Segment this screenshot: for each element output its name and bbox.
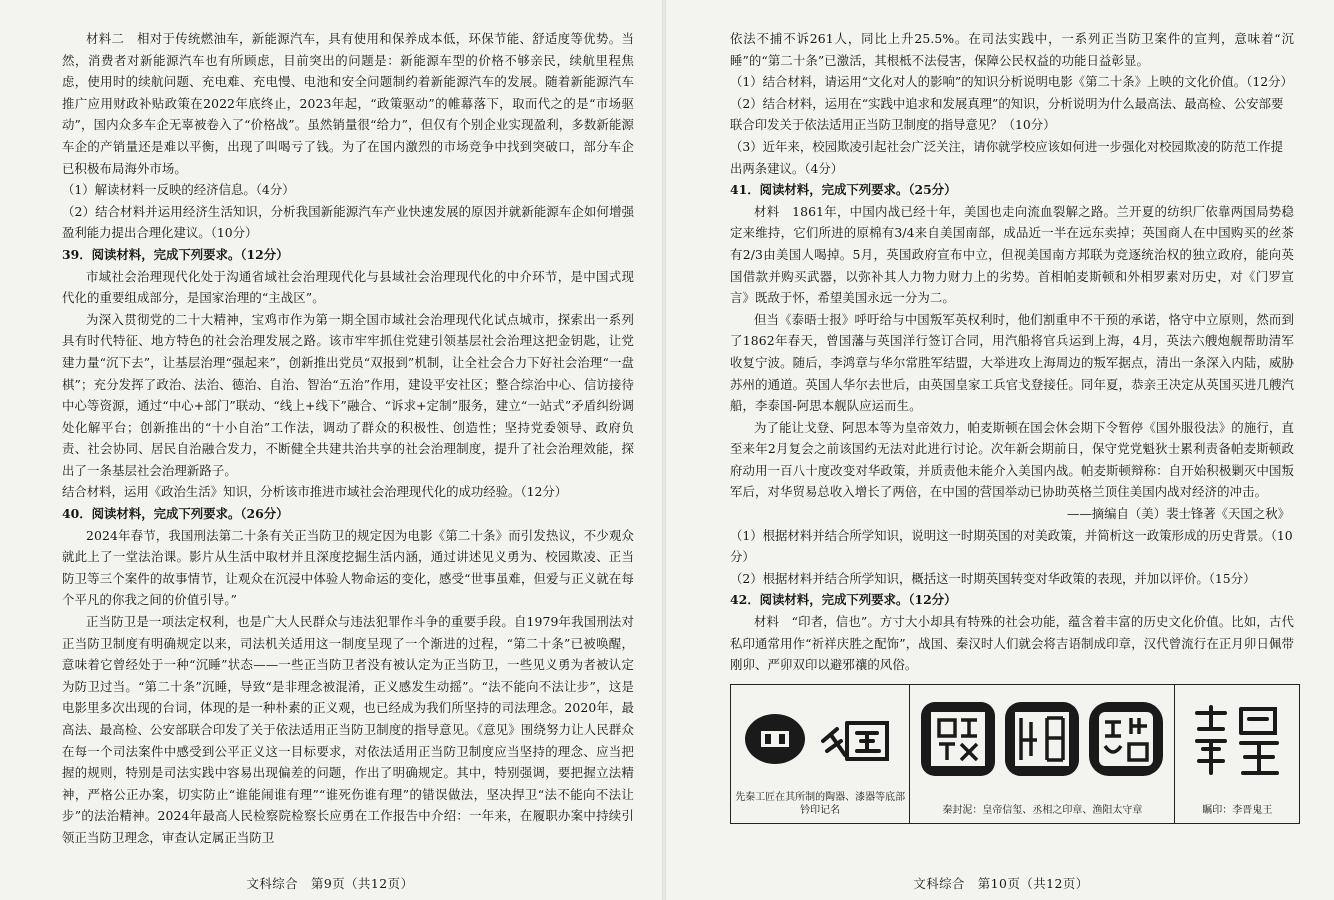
caption-pre-qin: 先秦工匠在其所制的陶器、漆器等底部钤印记名 bbox=[735, 791, 906, 816]
q41-source: ——摘编自（美）裴士锋著《天国之秋》 bbox=[1066, 506, 1290, 522]
seal-image-emperor bbox=[919, 700, 997, 778]
q42-paragraph: 材料 “印者，信也”。方寸大小却具有特殊的社会功能，蕴含着丰富的历史文化价值。比如，古代私印通常用作“祈祥庆胜之配饰”，战国、秦汉时人们就会将吉语制成印章，汉代曾流行在正月卯日佩带刚卯、严卯双印以避邪禳的风俗。 bbox=[730, 614, 1294, 673]
q41-sub2: （2）根据材料并结合所学知识，概括这一时期英国转变对华政策的表现，并加以评价。（15分） bbox=[730, 570, 1256, 586]
q42-heading: 42．阅读材料，完成下列要求。（12分） bbox=[730, 592, 957, 608]
seal-figure-panel bbox=[730, 684, 1300, 824]
q38-sub2: （2）结合材料并运用经济生活知识，分析我国新能源汽车产业快速发展的原因并就新能源车企如何增强盈利能力提出合理化建议。（10分） bbox=[62, 203, 634, 241]
q39-task: 结合材料，运用《政治生活》知识，分析该市推进市域社会治理现代化的成功经验。（12分） bbox=[62, 484, 568, 500]
footer-page-10: 文科综合 第10页（共12页） bbox=[913, 876, 1089, 891]
seal-image-chancellor bbox=[1003, 700, 1081, 778]
q39-paragraph-2: 为深入贯彻党的二十大精神，宝鸡市作为第一期全国市域社会治理现代化试点城市，探索出一系列具有时代特征、地方特色的社会治理发展之路。该市牢牢抓住党建引领基层社会治理这把金钥匙，让党建力量“沉下去”，让基层治理“强起来”，创新推出党员“双报到”机制，让全社会合力下好社会治理“一盘棋”；充分发挥了政治、法治、德治、自治、智治“五治”作用，建设平安社区；整合综治中心、信访接待中心等资源，通过“中心+部门”联动、“线上+线下”融合、“诉求+定制”服务，建立“一站式”矛盾纠纷调处化解平台；创新推出的“十小自治”工作法，调动了群众的积极性、创造性；坚持党委领导、政府负责、社会协同、居民自治融合发力，不断健全共建共治共享的社会治理制度，提升了社会治理效能，探出了一条基层社会治理新路子。 bbox=[62, 311, 634, 478]
q38-sub1: （1）解读材料一反映的经济信息。（4分） bbox=[62, 182, 295, 198]
q41-paragraph-3: 为了能让戈登、阿思本等为皇帝效力，帕麦斯顿在国会休会期下令暂停《国外服役法》的施行，直至来年2月复会之前该国约无法对此进行讨论。次年新会期前日，保守党党魁狄士累利责备帕麦斯顿政府动用一百八十度改变对华政策，并质责他未能介入美国内战。帕麦斯顿辩称：自开始积极剿灭中国叛军后，对华贸易总收入增长了两倍，在中国的营国举动已协助英格兰顶住美国内战对经济的冲击。 bbox=[730, 419, 1294, 500]
book-spine bbox=[662, 0, 666, 900]
seal-image-script bbox=[817, 711, 897, 767]
q41-heading: 41．阅读材料，完成下列要求。（25分） bbox=[730, 182, 957, 198]
q41-sub1: （1）根据材料并结合所学知识，说明这一时期英国的对美政策，并简析这一政策形成的历史背景。（10分） bbox=[730, 527, 1293, 565]
seal-image-yuyang bbox=[1087, 700, 1165, 778]
q40-sub1: （1）结合材料，请运用“文化对人的影响”的知识分析说明电影《第二十条》上映的文化价值。（12分） bbox=[730, 74, 1293, 90]
q40-sub2: （2）结合材料，运用在“实践中追求和发展真理”的知识，分析说明为什么最高法、最高检、公安部要联合印发关于依法适用正当防卫制度的指导意见？（10分） bbox=[730, 95, 1284, 133]
seal-image-wish bbox=[1189, 699, 1285, 779]
q40-continuation: 依法不捕不诉261人，同比上升25.5%。在司法实践中，一系列正当防卫案件的宣判，意味着“沉睡”的“第二十条”已激活，其根柢不法侵害，保障公民权益的功能日益彰显。 bbox=[730, 31, 1294, 68]
q40-paragraph-1: 2024年春节，我国刑法第二十条有关正当防卫的规定因为电影《第二十条》而引发热议，不少观众就此上了一堂法治课。影片从生活中取材并且深度挖掘生活内涵，通过讲述见义勇为、校园欺凌、正当防卫等三个案件的故事情节，让观众在沉浸中体验人物命运的变化，感受“世事虽难，但爱与正义就在每个平凡的你我之间的价值引导。” bbox=[62, 527, 634, 608]
q40-paragraph-2: 正当防卫是一项法定权利，也是广大人民群众与违法犯罪作斗争的重要手段。自1979年我国刑法对正当防卫制度有明确规定以来，司法机关适用这一制度呈现了一个渐进的过程，“第二十条”已被唤醒，意味着它曾经处于一种“沉睡”状态——一些正当防卫者没有被认定为正当防卫，一些见义勇为者被认定为防卫过当。“第二十条”沉睡，导致“是非理念被混淆，正义感发生动摇”。“法不能向不法让步”，这是电影里多次出现的台词，体现的是一种朴素的正义观，也已经成为我们所坚持的司法理念。2020年，最高法、最高检、公安部联合印发了关于依法适用正当防卫制度的指导意见。《意见》围绕努力让人民群众在每一个司法案件中感受到公平正义这一目标要求，对依法适用正当防卫制度应当坚持的理念、应当把握的规则，特别是司法实践中容易出现偏差的问题，作出了明确规定。其中，特别强调，要把握立法精神，严格公正办案，切实防止“谁能闹谁有理”“谁死伤谁有理”的错误做法，坚决捍卫“法不能向不法让步”的法治精神。2024年最高人民检察院检察长应勇在工作报告中介绍：一年来，在履职办案中持续引领正当防卫理念，审查认定属正当防卫 bbox=[62, 614, 634, 845]
q39-paragraph-1: 市域社会治理现代化处于沟通省域社会治理现代化与县域社会治理现代化的中介环节，是中国式现代化的重要组成部分，是国家治理的“主战区”。 bbox=[62, 268, 634, 306]
q39-heading: 39．阅读材料，完成下列要求。（12分） bbox=[62, 246, 289, 262]
material-two-text: 材料二 相对于传统燃油车，新能源汽车，具有使用和保养成本低，环保节能、舒适度等优势。当然，消费者对新能源汽车也有所顾虑，目前突出的问题是：新能源车型的价格不够亲民，续航里程焦虑，使用时的续航问题、充电难、充电慢、电池和安全问题制约着新能源汽车的发展。随着新能源汽车推广应用财政补贴政策在2022年底终止，2023年起，“政策驱动”的帷幕落下，取而代之的是“市场驱动”，国内众多车企无辜被卷入了“价格战”。虽然销量很“给力”，但仅有个别企业实现盈利，多数新能源车企的产销量还是难以平衡，出现了叫喝亏了钱。为了在国内激烈的市场竞争中找到突破口，部分车企已积极布局海外市场。 bbox=[62, 31, 634, 176]
page-10 bbox=[668, 0, 1334, 900]
q40-heading: 40．阅读材料，完成下列要求。（26分） bbox=[62, 506, 289, 522]
footer-page-9: 文科综合 第9页（共12页） bbox=[246, 876, 414, 891]
seal-group-pre-qin bbox=[731, 685, 910, 823]
q41-paragraph-1: 材料 1861年，中国内战已经十年，美国也走向流血裂解之路。兰开夏的纺织厂依靠两国局势稳定来维持，它们所进的原棉有3/4来自美国南部，成品近一半在远东卖掉；英国商人在中国购买的丝茶有2/3由美国人喝掉。5月，英国政府宣布中立，但视美国南方邦联为竞逐统治权的独立政府，能向英国借款并购买武器，以弥补其人力物力财力上的劣势。首相帕麦斯顿和外相罗素对历史，对《门罗宣言》既敌于怀，希望美国永远一分为二。 bbox=[730, 203, 1294, 306]
seal-group-wish bbox=[1175, 685, 1299, 823]
page-9 bbox=[0, 0, 660, 900]
caption-wish: 瞩印：李晋鬼王 bbox=[1202, 804, 1273, 816]
seal-image-round bbox=[743, 711, 807, 767]
q40-sub3: （3）近年来，校园欺凌引起社会广泛关注，请你就学校应该如何进一步强化对校园欺凌的防范工作提出两条建议。（4分） bbox=[730, 138, 1284, 176]
seal-group-qin bbox=[910, 685, 1175, 823]
caption-qin: 秦封泥：皇帝信玺、丞相之印章、渔阳太守章 bbox=[942, 804, 1143, 816]
q41-paragraph-2: 但当《泰晤士报》呼吁给与中国叛军英权利时，他们割重申不干预的承诺，恪守中立原则，然而到了1862年春天，曾国藩与英国洋行签订合同，用汽船将官兵运到上海，4月，英法六艘炮舰帮助清军收复宁波。随后，李鸿章与华尔常胜军结盟，大举进攻上海周边的叛军据点，清出一条深入内陆，威胁苏州的通道。英国人华尔去世后，由英国皇家工兵官戈登接任。同年夏，恭亲王决定从英国买进几艘汽船，李泰国-阿思本舰队应运而生。 bbox=[730, 311, 1294, 414]
